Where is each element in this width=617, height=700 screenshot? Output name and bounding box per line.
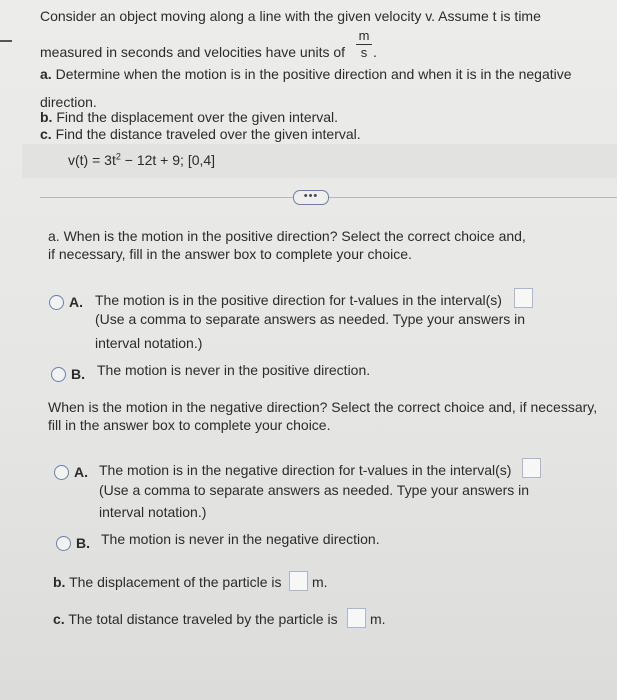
part-c-label: c. [40,126,52,142]
q2-option-a-hint-2: interval notation.) [99,504,207,520]
q1-option-a-text: The motion is in the positive direction for t-values in the interval(s) [95,292,502,308]
q2-option-b-text: The motion is never in the negative direction. [101,531,380,547]
part-c-statement [40,126,361,143]
q1-option-a-letter: A. [69,294,83,310]
q1-option-b-letter: B. [71,366,85,382]
distance-unit: m. [370,611,386,627]
displacement-unit: m. [312,574,328,590]
function-part-2: − 12t + 9; [0,4] [120,152,216,168]
q4-text: The total distance traveled by the particle is [68,611,338,627]
part-b-text: Find the displacement over the given interval. [56,109,339,125]
displacement-input[interactable] [289,571,308,591]
units-numerator: m [358,28,370,43]
part-c-text: Find the distance traveled over the given interval. [55,126,361,142]
problem-line-2: measured in seconds and velocities have units of [40,44,346,60]
q3-label: b. [53,574,66,590]
part-a-text-2: direction. [40,94,97,110]
distance-prompt [53,611,338,628]
q1-option-a-radio[interactable] [49,295,64,310]
q1-option-b-text: The motion is never in the positive direction. [97,362,371,378]
q1-option-a-hint-1: (Use a comma to separate answers as needed. Type your answers in [95,311,526,327]
q1-interval-input[interactable] [514,288,533,308]
units-period: . [373,44,377,60]
problem-line-1: Consider an object moving along a line with the given velocity v. Assume t is time [40,8,541,24]
function-exponent: 2 [115,151,121,162]
units-fraction [356,29,372,60]
part-a-label: a. [40,66,52,82]
part-a-text: Determine when the motion is in the positive direction and when it is in the negative [55,66,572,82]
q2-option-b-radio[interactable] [56,536,71,551]
q2-option-a-radio[interactable] [54,465,69,480]
q3-text: The displacement of the particle is [69,574,282,590]
expand-button[interactable]: ••• [293,190,329,205]
velocity-function [68,152,215,169]
q1-prompt-2: if necessary, fill in the answer box to complete your choice. [48,246,412,262]
q2-option-a-text: The motion is in the negative direction for t-values in the interval(s) [99,462,512,478]
q2-option-a-letter: A. [74,464,88,480]
margin-mark [0,40,12,42]
q1-prompt-1: a. When is the motion in the positive direction? Select the correct choice and, [48,228,526,244]
q2-prompt-2: fill in the answer box to complete your choice. [48,417,331,433]
q4-label: c. [53,611,65,627]
distance-input[interactable] [347,608,366,628]
part-b-statement [40,109,338,126]
q2-interval-input[interactable] [522,458,541,478]
part-b-label: b. [40,109,53,125]
q2-option-b-letter: B. [76,535,90,551]
q1-option-a-hint-2: interval notation.) [95,335,203,351]
function-part-1: v(t) = 3t [68,152,116,168]
units-denominator: s [360,45,368,60]
part-a-statement [40,66,572,83]
displacement-prompt [53,574,282,591]
q1-option-b-radio[interactable] [51,367,66,382]
q2-option-a-hint-1: (Use a comma to separate answers as needed. Type your answers in [99,482,530,498]
q2-prompt-1: When is the motion in the negative direction? Select the correct choice and, if necessary, [48,399,598,415]
